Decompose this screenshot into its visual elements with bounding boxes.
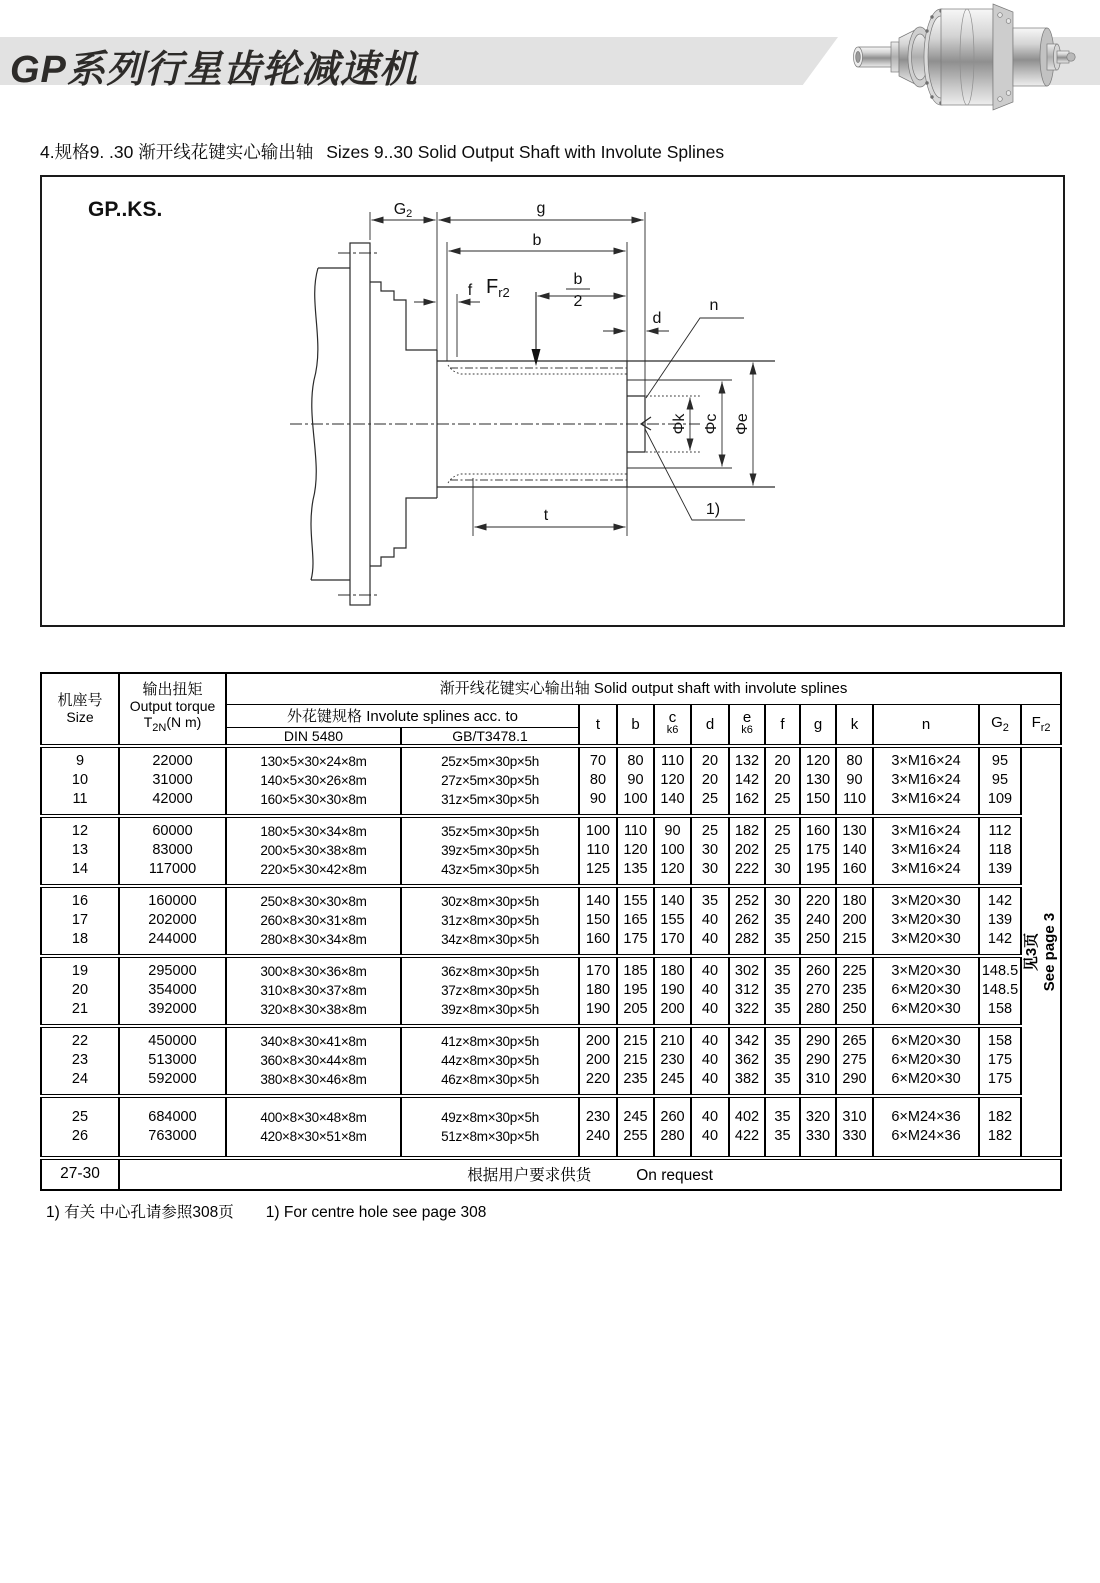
page-title: GP系列行星齿轮减速机 <box>10 49 418 91</box>
dim-label-f: f <box>467 282 473 299</box>
table-cell: 182 182 <box>979 1096 1021 1158</box>
table-cell: 40 40 40 <box>691 956 729 1026</box>
table-cell: 25 26 <box>41 1096 119 1158</box>
table-cell: 400×8×30×48×8m 420×8×30×51×8m <box>226 1096 401 1158</box>
section-title <box>40 139 724 164</box>
table-cell: 450000 513000 592000 <box>119 1026 226 1096</box>
table-cell: 295000 354000 392000 <box>119 956 226 1026</box>
table-cell: 25 30 30 <box>691 816 729 886</box>
table-cell: 140 155 170 <box>654 886 691 956</box>
col-header-g: g <box>800 704 836 746</box>
table-cell: 342 362 382 <box>729 1026 765 1096</box>
centerline <box>290 253 700 595</box>
table-cell: 3×M16×24 3×M16×24 3×M16×24 <box>873 816 979 886</box>
table-cell: 160000 202000 244000 <box>119 886 226 956</box>
model-label: GP..KS. <box>88 198 163 221</box>
section-title-zh: 4.规格9. .30 渐开线花键实心输出轴 <box>40 142 314 162</box>
table-cell: 182 202 222 <box>729 816 765 886</box>
footnote <box>46 1200 486 1222</box>
col-header-din: DIN 5480 <box>226 727 401 746</box>
table-cell: 20 20 25 <box>691 746 729 816</box>
table-cell: 6×M20×30 6×M20×30 6×M20×30 <box>873 1026 979 1096</box>
spec-table-wrap <box>40 672 1062 1191</box>
table-cell: 180×5×30×34×8m 200×5×30×38×8m 220×5×30×42×8m <box>226 816 401 886</box>
table-cell: 3×M20×30 3×M20×30 3×M20×30 <box>873 886 979 956</box>
table-cell: 310 330 <box>836 1096 873 1158</box>
table-cell: 70 80 90 <box>579 746 617 816</box>
col-header-size: 机座号 Size <box>41 673 119 746</box>
table-cell: 35 40 40 <box>691 886 729 956</box>
col-header-f: f <box>765 704 800 746</box>
col-header-b: b <box>617 704 654 746</box>
table-cell: 25 25 30 <box>765 816 800 886</box>
table-cell: 22 23 24 <box>41 1026 119 1096</box>
table-cell: 180 200 215 <box>836 886 873 956</box>
col-header-fr2: $F_{r2}$ <box>1021 704 1061 746</box>
dim-label-phi-e: Φe <box>734 413 751 435</box>
table-cell: 245 255 <box>617 1096 654 1158</box>
dim-label-b: b <box>532 232 542 249</box>
table-cell: 320 330 <box>800 1096 836 1158</box>
table-cell: 110 120 135 <box>617 816 654 886</box>
table-cell: 90 100 120 <box>654 816 691 886</box>
table-span-title: 渐开线花键实心输出轴 Solid output shaft with involute splines <box>226 673 1061 704</box>
table-cell: 210 230 245 <box>654 1026 691 1096</box>
dim-label-g2: G2 <box>393 201 413 220</box>
table-cell: 80 90 100 <box>617 746 654 816</box>
footnote-en: 1) For centre hole see page 308 <box>265 1204 487 1221</box>
table-cell: 160 175 195 <box>800 816 836 886</box>
table-cell: 49z×8m×30p×5h 51z×8m×30p×5h <box>401 1096 579 1158</box>
table-cell: 60000 83000 117000 <box>119 816 226 886</box>
table-cell: 36z×8m×30p×5h 37z×8m×30p×5h 39z×8m×30p×5h <box>401 956 579 1026</box>
table-cell: 130 140 160 <box>836 816 873 886</box>
table-cell: 225 235 250 <box>836 956 873 1026</box>
col-header-gb: GB/T3478.1 <box>401 727 579 746</box>
table-cell: 684000 763000 <box>119 1096 226 1158</box>
table-cell: 30z×8m×30p×5h 31z×8m×30p×5h 34z×8m×30p×5h <box>401 886 579 956</box>
fr2-note-cell: 见3页 See page 3 <box>1021 746 1061 1158</box>
table-cell: 265 275 290 <box>836 1026 873 1096</box>
table-cell: 95 95 109 <box>979 746 1021 816</box>
table-cell: 112 118 139 <box>979 816 1021 886</box>
table-cell: 9 10 11 <box>41 746 119 816</box>
table-cell: 40 40 40 <box>691 1026 729 1096</box>
dim-label-fr2: $F_{r2}$ <box>486 276 510 300</box>
dimension-drawing-frame <box>40 175 1065 627</box>
table-cell: 3×M16×24 3×M16×24 3×M16×24 <box>873 746 979 816</box>
table-cell: 200 200 220 <box>579 1026 617 1096</box>
table-cell: 40 40 <box>691 1096 729 1158</box>
table-cell: 260 270 280 <box>800 956 836 1026</box>
dim-label-d: d <box>652 310 662 327</box>
table-cell: 35z×5m×30p×5h 39z×5m×30p×5h 43z×5m×30p×5h <box>401 816 579 886</box>
table-cell: 260 280 <box>654 1096 691 1158</box>
table-cell: 155 165 175 <box>617 886 654 956</box>
dim-label-g: g <box>536 200 546 217</box>
table-cell: 148.5 148.5 158 <box>979 956 1021 1026</box>
table-cell: 170 180 190 <box>579 956 617 1026</box>
col-header-e: e k6 <box>729 704 765 746</box>
spec-table <box>40 672 1062 1191</box>
table-cell: 35 35 <box>765 1096 800 1158</box>
table-cell: 300×8×30×36×8m 310×8×30×37×8m 320×8×30×38×8m <box>226 956 401 1026</box>
gearbox-render <box>854 4 1076 110</box>
table-cell: 340×8×30×41×8m 360×8×30×44×8m 380×8×30×46×8m <box>226 1026 401 1096</box>
col-header-d: d <box>691 704 729 746</box>
dimension-lines <box>372 220 754 527</box>
col-header-torque: 输出扭矩 Output torque $T_{2N}(N$ m) <box>119 673 226 746</box>
table-cell: 250×8×30×30×8m 260×8×30×31×8m 280×8×30×34×8m <box>226 886 401 956</box>
dimension-drawing <box>42 177 1063 625</box>
centre-hole-mark <box>641 417 651 430</box>
table-cell: 12 13 14 <box>41 816 119 886</box>
col-header-g2: $G_2$ <box>979 704 1021 746</box>
table-cell: 120 130 150 <box>800 746 836 816</box>
table-cell: 402 422 <box>729 1096 765 1158</box>
on-request-cell: 根据用户要求供货 On request <box>119 1158 1061 1190</box>
table-cell: 41z×8m×30p×5h 44z×8m×30p×5h 46z×8m×30p×5h <box>401 1026 579 1096</box>
section-title-en: Sizes 9..30 Solid Output Shaft with Involute Splines <box>326 142 725 162</box>
footnote-zh: 1) 有关 中心孔请参照308页 <box>46 1204 234 1221</box>
col-header-t: t <box>579 704 617 746</box>
dim-label-phi-c: Φc <box>703 413 720 435</box>
table-cell: 16 17 18 <box>41 886 119 956</box>
table-cell: 230 240 <box>579 1096 617 1158</box>
dim-label-n: n <box>709 297 719 314</box>
table-cell: 180 190 200 <box>654 956 691 1026</box>
footnote-ref-label: 1) <box>705 501 721 518</box>
col-header-k: k <box>836 704 873 746</box>
table-cell: 100 110 125 <box>579 816 617 886</box>
table-cell: 80 90 110 <box>836 746 873 816</box>
table-cell: 215 215 235 <box>617 1026 654 1096</box>
dim-label-phi-k: Φk <box>671 413 688 435</box>
dim-label-b2-num: b <box>573 271 583 288</box>
col-header-n: n <box>873 704 979 746</box>
table-cell: 6×M24×36 6×M24×36 <box>873 1096 979 1158</box>
col-header-c: c k6 <box>654 704 691 746</box>
table-cell: 220 240 250 <box>800 886 836 956</box>
table-cell: 185 195 205 <box>617 956 654 1026</box>
table-cell: 30 35 35 <box>765 886 800 956</box>
dim-label-b2-den: 2 <box>573 293 583 310</box>
table-cell: 22000 31000 42000 <box>119 746 226 816</box>
table-cell: 35 35 35 <box>765 1026 800 1096</box>
table-cell: 140 150 160 <box>579 886 617 956</box>
gearbox-product-image <box>845 0 1090 115</box>
size-range-cell: 27-30 <box>41 1158 119 1190</box>
fr2-force-arrow <box>532 349 541 366</box>
table-cell: 158 175 175 <box>979 1026 1021 1096</box>
table-cell: 290 290 310 <box>800 1026 836 1096</box>
table-cell: 142 139 142 <box>979 886 1021 956</box>
table-cell: 252 262 282 <box>729 886 765 956</box>
dim-label-t: t <box>543 507 549 524</box>
table-cell: 132 142 162 <box>729 746 765 816</box>
table-cell: 110 120 140 <box>654 746 691 816</box>
table-cell: 35 35 35 <box>765 956 800 1026</box>
table-cell: 3×M20×30 6×M20×30 6×M20×30 <box>873 956 979 1026</box>
table-cell: 25z×5m×30p×5h 27z×5m×30p×5h 31z×5m×30p×5h <box>401 746 579 816</box>
spline-spec-header: 外花键规格 Involute splines acc. to <box>226 704 579 727</box>
table-cell: 302 312 322 <box>729 956 765 1026</box>
table-cell: 19 20 21 <box>41 956 119 1026</box>
table-cell: 20 20 25 <box>765 746 800 816</box>
table-cell: 130×5×30×24×8m 140×5×30×26×8m 160×5×30×30×8m <box>226 746 401 816</box>
